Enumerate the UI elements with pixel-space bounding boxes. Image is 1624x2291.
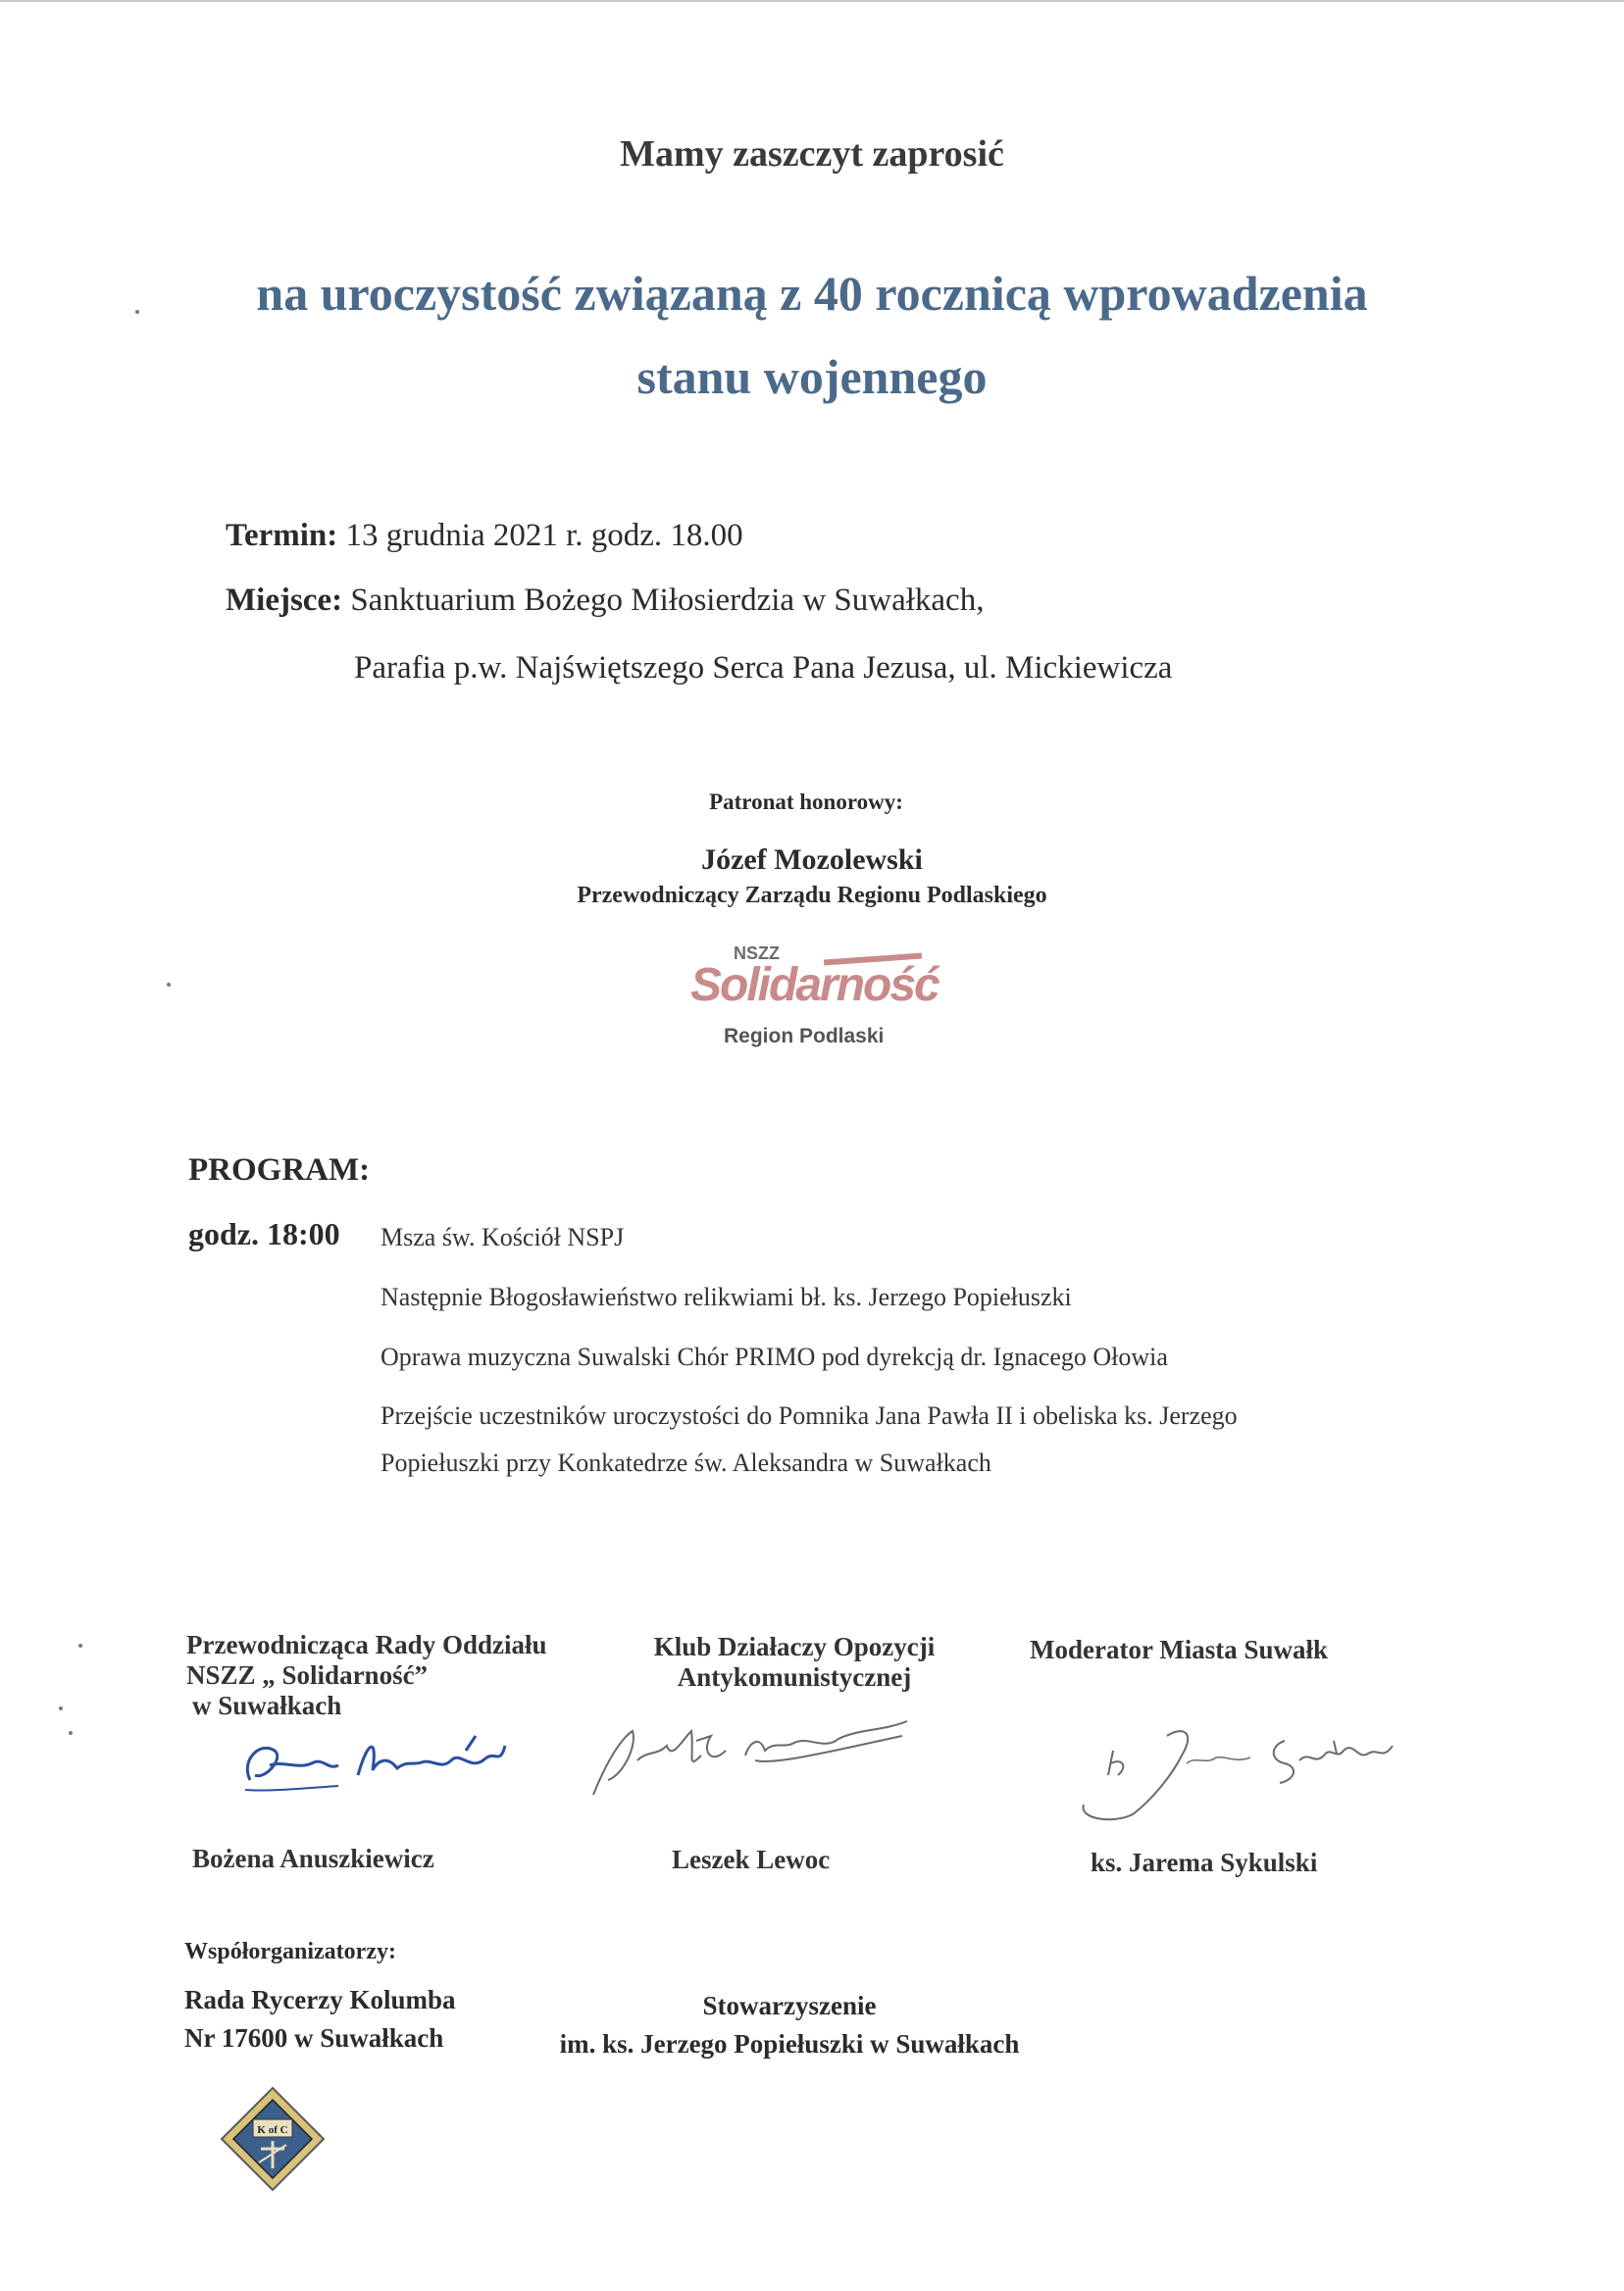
signature-3 xyxy=(1074,1706,1397,1824)
invitation-intro: Mamy zaszczyt zaprosić xyxy=(620,133,1004,175)
place-value: Sanktuarium Bożego Miłosierdzia w Suwałkach, xyxy=(350,583,985,618)
signature-2 xyxy=(579,1702,922,1809)
co-organizer-1 xyxy=(184,1981,456,2058)
program-time: godz. 18:00 xyxy=(188,1216,340,1251)
place-row xyxy=(226,583,984,619)
signatory-1-title-line: Przewodnicząca Rady Oddziału xyxy=(186,1630,547,1659)
signatory-2-title-line: Antykomunistycznej xyxy=(677,1662,912,1693)
signatory-2-title-line: Klub Działaczy Opozycji xyxy=(653,1632,936,1661)
scan-speck xyxy=(69,1731,73,1735)
program-item: Popiełuszki przy Konkatedrze św. Aleksandra w Suwałkach xyxy=(381,1449,991,1477)
signature-1 xyxy=(230,1721,515,1809)
event-headline-line2: stanu wojennego xyxy=(636,349,988,404)
logo-nszz-text: NSZZ xyxy=(734,943,780,963)
patron-role: Przewodniczący Zarządu Regionu Podlaskiego xyxy=(577,883,1047,908)
signatory-2-title xyxy=(628,1632,961,1693)
co-organizers-label: Współorganizatorzy: xyxy=(184,1939,396,1964)
logo-solidarnosc-wordmark: Solidarność xyxy=(690,959,939,1011)
co-organizer-2-line: Stowarzyszenie xyxy=(702,1991,877,2020)
signatory-3-name: ks. Jarema Sykulski xyxy=(1091,1848,1318,1877)
place-address: Parafia p.w. Najświętszego Serca Pana Jezusa, ul. Mickiewicza xyxy=(354,650,1173,686)
solidarnosc-logo xyxy=(677,937,951,1054)
signatory-1-title-line: NSZZ „ Solidarność” xyxy=(186,1660,429,1691)
signatory-2-name: Leszek Lewoc xyxy=(672,1845,831,1874)
emblem-text: K of C xyxy=(257,2124,288,2136)
program-item: Następnie Błogosławieństwo relikwiami bł. ks. Jerzego Popiełuszki xyxy=(381,1283,1072,1311)
scan-speck xyxy=(135,310,139,314)
co-organizer-1-line: Nr 17600 w Suwałkach xyxy=(184,2023,444,2054)
signatory-1-name: Bożena Anuszkiewicz xyxy=(192,1844,434,1873)
co-organizer-1-line: Rada Rycerzy Kolumba xyxy=(184,1985,456,2014)
signatory-1-title-line: w Suwałkach xyxy=(192,1691,342,1721)
place-label: Miejsce: xyxy=(226,583,343,618)
knights-of-columbus-emblem xyxy=(218,2084,328,2194)
signatory-3-title-line: Moderator Miasta Suwałk xyxy=(1030,1635,1328,1664)
program-item: Przejście uczestników uroczystości do Pomnika Jana Pawła II i obeliska ks. Jerzego xyxy=(381,1401,1238,1430)
program-item: Oprawa muzyczna Suwalski Chór PRIMO pod dyrekcją dr. Ignacego Ołowia xyxy=(381,1343,1168,1371)
scan-speck xyxy=(78,1644,82,1648)
date-row xyxy=(226,518,743,554)
patronage-label: Patronat honorowy: xyxy=(709,789,903,814)
date-label: Termin: xyxy=(226,518,338,553)
co-organizer-2-line: im. ks. Jerzego Popiełuszki w Suwałkach xyxy=(559,2029,1020,2060)
scan-edge-line xyxy=(0,0,1624,2)
program-item: Msza św. Kościół NSPJ xyxy=(381,1223,625,1251)
scan-speck xyxy=(167,983,171,987)
signatory-1-title xyxy=(186,1630,546,1721)
co-organizer-2 xyxy=(520,1987,1059,2063)
event-headline-line1: na uroczystość związaną z 40 rocznicą wprowadzenia xyxy=(256,266,1368,321)
signatory-3-title xyxy=(1030,1635,1328,1665)
scan-speck xyxy=(59,1706,63,1710)
patron-name: Józef Mozolewski xyxy=(701,843,923,876)
logo-region-text: Region Podlaski xyxy=(724,1025,885,1047)
program-title: PROGRAM: xyxy=(188,1152,371,1188)
date-value: 13 grudnia 2021 r. godz. 18.00 xyxy=(345,518,743,553)
